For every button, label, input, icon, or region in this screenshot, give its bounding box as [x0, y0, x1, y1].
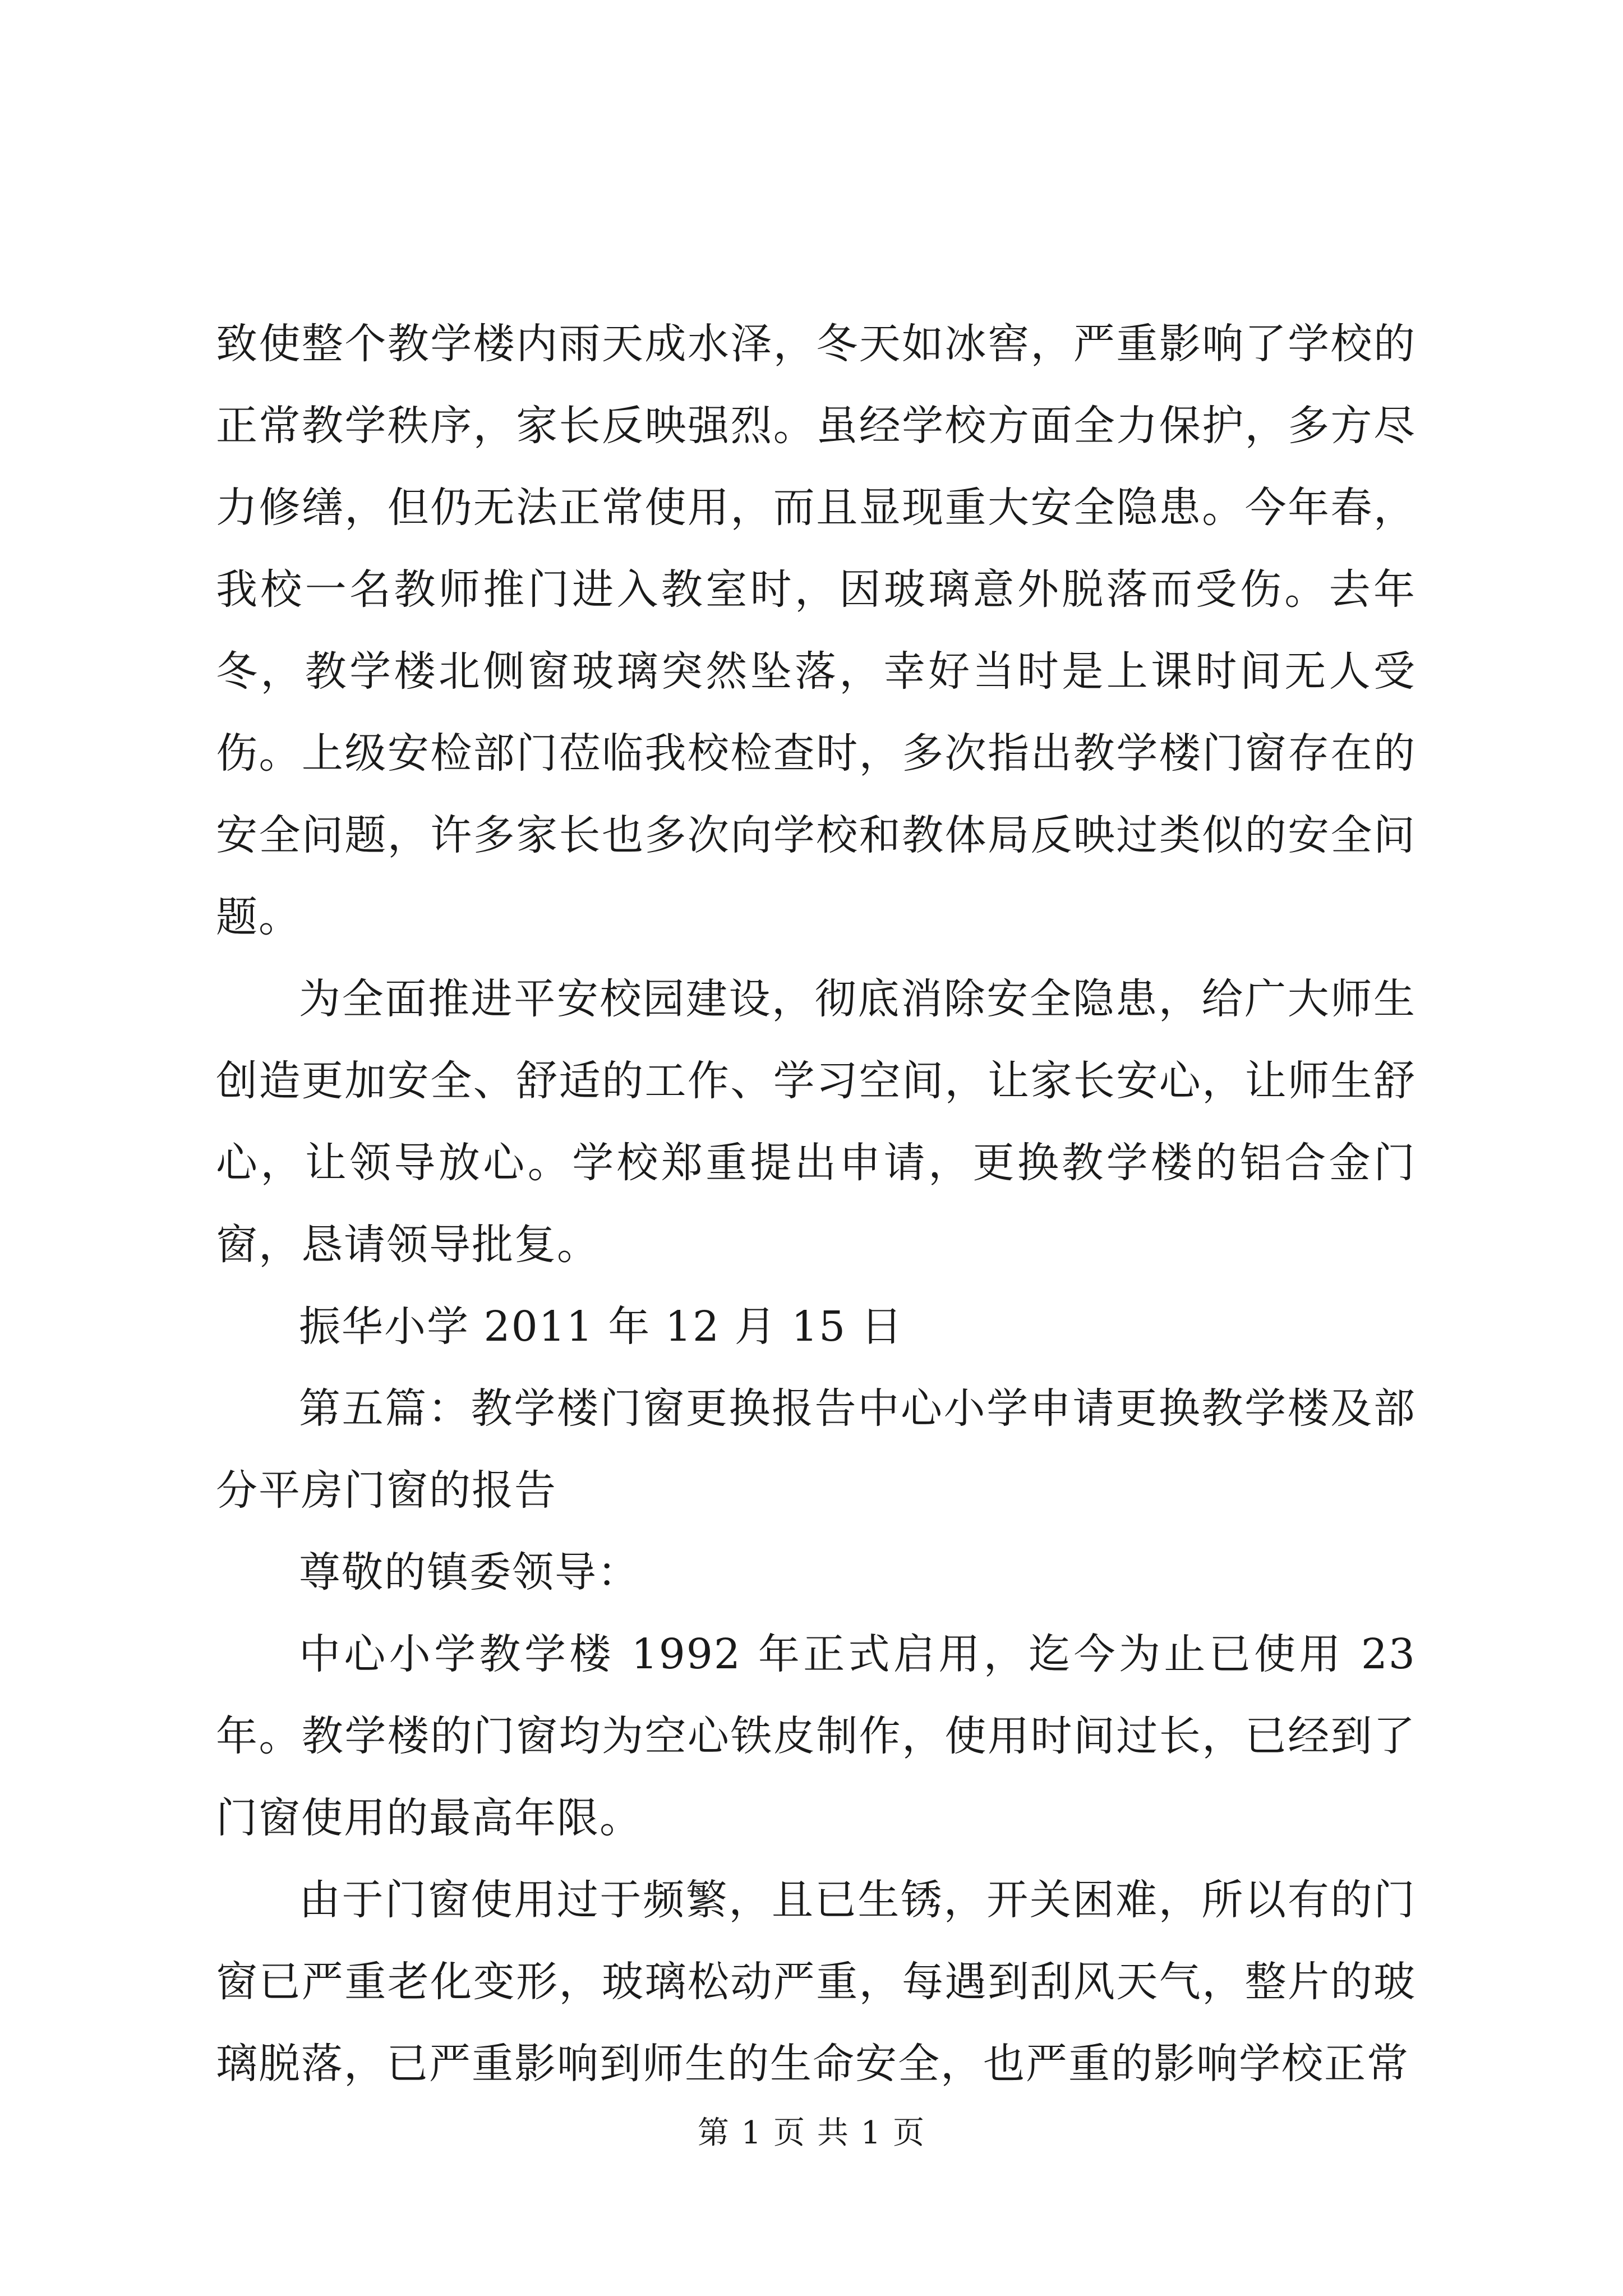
paragraph-4: 由于门窗使用过于频繁，且已生锈，开关困难，所以有的门窗已严重老化变形，玻璃松动严重，每遇到刮风天气，整片的玻璃脱落，已严重影响到师生的生命安全，也严重的影响学校正常 — [216, 1876, 1416, 2088]
page-footer: 第 1 页 共 1 页 — [697, 2115, 926, 2151]
paragraph-1: 致使整个教学楼内雨天成水泽，冬天如冰窖，严重影响了学校的正常教学秩序，家长反映强烈。虽经学校方面全力保护，多方尽力修缮，但仍无法正常使用，而且显现重大安全隐患。今年春，我校一名教师推门进入教室时，因玻璃意外脱落而受伤。去年冬，教学楼北侧窗玻璃突然坠落，幸好当时是上课时间无人受伤。上级安检部门莅临我校检查时，多次指出教学楼门窗存在的安全问题，许多家长也多次向学校和教体局反映过类似的安全问题。 — [216, 320, 1416, 941]
signature-date-line: 振华小学 2011 年 12 月 15 日 — [299, 1303, 903, 1351]
section-heading: 第五篇：教学楼门窗更换报告中心小学申请更换教学楼及部分平房门窗的报告 — [216, 1384, 1416, 1515]
paragraph-3: 中心小学教学楼 1992 年正式启用，迄今为止已使用 23 年。教学楼的门窗均为空心铁皮制作，使用时间过长，已经到了门窗使用的最高年限。 — [216, 1630, 1416, 1842]
paragraph-2: 为全面推进平安校园建设，彻底消除安全隐患，给广大师生创造更加安全、舒适的工作、学习空间，让家长安心，让师生舒心，让领导放心。学校郑重提出申请，更换教学楼的铝合金门窗，恳请领导批复。 — [216, 975, 1416, 1269]
salutation: 尊敬的镇委领导： — [299, 1548, 640, 1596]
document-body — [216, 303, 1416, 2105]
